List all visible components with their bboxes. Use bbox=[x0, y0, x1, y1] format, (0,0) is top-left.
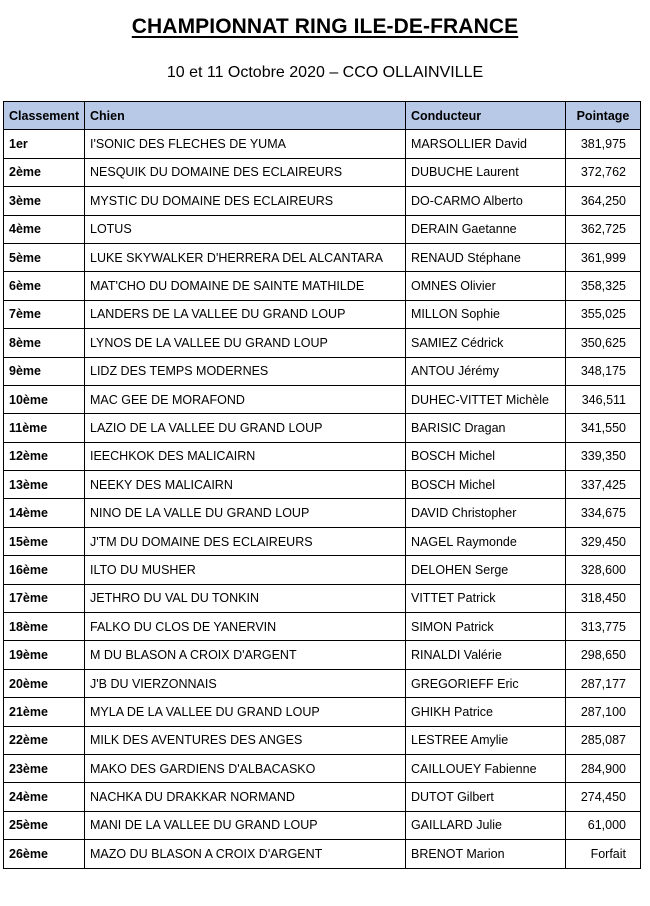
table-row bbox=[4, 272, 641, 300]
page-subtitle: 10 et 11 Octobre 2020 – CCO OLLAINVILLE bbox=[166, 64, 484, 81]
handler-cell: BOSCH Michel bbox=[406, 442, 566, 470]
table-row bbox=[4, 556, 641, 584]
dog-name-cell: NESQUIK DU DOMAINE DES ECLAIREURS bbox=[85, 158, 406, 186]
handler-cell: MARSOLLIER David bbox=[406, 130, 566, 158]
score-cell: 313,775 bbox=[566, 613, 641, 641]
score-cell: 328,600 bbox=[566, 556, 641, 584]
rank-cell: 6ème bbox=[4, 272, 85, 300]
table-row bbox=[4, 698, 641, 726]
rank-cell: 19ème bbox=[4, 641, 85, 669]
rank-cell: 7ème bbox=[4, 300, 85, 328]
score-cell: 318,450 bbox=[566, 584, 641, 612]
rank-cell: 3ème bbox=[4, 187, 85, 215]
handler-cell: DELOHEN Serge bbox=[406, 556, 566, 584]
score-cell: 334,675 bbox=[566, 499, 641, 527]
dog-name-cell: MANI DE LA VALLEE DU GRAND LOUP bbox=[85, 811, 406, 839]
page-title: CHAMPIONNAT RING ILE-DE-FRANCE bbox=[131, 15, 519, 38]
table-row bbox=[4, 329, 641, 357]
handler-cell: RINALDI Valérie bbox=[406, 641, 566, 669]
table-row bbox=[4, 840, 641, 868]
rank-cell: 21ème bbox=[4, 698, 85, 726]
handler-cell: DERAIN Gaetanne bbox=[406, 215, 566, 243]
dog-name-cell: ILTO DU MUSHER bbox=[85, 556, 406, 584]
table-row bbox=[4, 243, 641, 271]
rank-cell: 23ème bbox=[4, 754, 85, 782]
rank-cell: 11ème bbox=[4, 414, 85, 442]
rank-cell: 2ème bbox=[4, 158, 85, 186]
dog-name-cell: MAZO DU BLASON A CROIX D'ARGENT bbox=[85, 840, 406, 868]
column-header-rank: Classement bbox=[4, 102, 85, 130]
score-cell: 381,975 bbox=[566, 130, 641, 158]
table-row bbox=[4, 499, 641, 527]
score-cell: 362,725 bbox=[566, 215, 641, 243]
table-row bbox=[4, 783, 641, 811]
column-header-dog: Chien bbox=[85, 102, 406, 130]
score-cell: 61,000 bbox=[566, 811, 641, 839]
dog-name-cell: LYNOS DE LA VALLEE DU GRAND LOUP bbox=[85, 329, 406, 357]
column-header-handler: Conducteur bbox=[406, 102, 566, 130]
dog-name-cell: JETHRO DU VAL DU TONKIN bbox=[85, 584, 406, 612]
rank-cell: 8ème bbox=[4, 329, 85, 357]
score-cell: 274,450 bbox=[566, 783, 641, 811]
rank-cell: 13ème bbox=[4, 471, 85, 499]
table-row bbox=[4, 613, 641, 641]
table-row bbox=[4, 471, 641, 499]
handler-cell: BOSCH Michel bbox=[406, 471, 566, 499]
rank-cell: 26ème bbox=[4, 840, 85, 868]
rank-cell: 24ème bbox=[4, 783, 85, 811]
dog-name-cell: MILK DES AVENTURES DES ANGES bbox=[85, 726, 406, 754]
handler-cell: GHIKH Patrice bbox=[406, 698, 566, 726]
rank-cell: 1er bbox=[4, 130, 85, 158]
dog-name-cell: J'B DU VIERZONNAIS bbox=[85, 669, 406, 697]
rank-cell: 5ème bbox=[4, 243, 85, 271]
score-cell: 350,625 bbox=[566, 329, 641, 357]
table-row bbox=[4, 130, 641, 158]
dog-name-cell: LUKE SKYWALKER D'HERRERA DEL ALCANTARA bbox=[85, 243, 406, 271]
table-row bbox=[4, 158, 641, 186]
dog-name-cell: M DU BLASON A CROIX D'ARGENT bbox=[85, 641, 406, 669]
handler-cell: MILLON Sophie bbox=[406, 300, 566, 328]
score-cell: 298,650 bbox=[566, 641, 641, 669]
score-cell: 364,250 bbox=[566, 187, 641, 215]
table-row bbox=[4, 527, 641, 555]
handler-cell: GAILLARD Julie bbox=[406, 811, 566, 839]
table-row bbox=[4, 641, 641, 669]
score-cell: 287,177 bbox=[566, 669, 641, 697]
handler-cell: BRENOT Marion bbox=[406, 840, 566, 868]
dog-name-cell: NINO DE LA VALLE DU GRAND LOUP bbox=[85, 499, 406, 527]
table-row bbox=[4, 754, 641, 782]
table-row bbox=[4, 187, 641, 215]
handler-cell: BARISIC Dragan bbox=[406, 414, 566, 442]
handler-cell: SAMIEZ Cédrick bbox=[406, 329, 566, 357]
rank-cell: 12ème bbox=[4, 442, 85, 470]
dog-name-cell: FALKO DU CLOS DE YANERVIN bbox=[85, 613, 406, 641]
handler-cell: OMNES Olivier bbox=[406, 272, 566, 300]
table-row bbox=[4, 215, 641, 243]
table-row bbox=[4, 442, 641, 470]
score-cell: 337,425 bbox=[566, 471, 641, 499]
rank-cell: 9ème bbox=[4, 357, 85, 385]
score-cell: 284,900 bbox=[566, 754, 641, 782]
score-cell: 358,325 bbox=[566, 272, 641, 300]
rank-cell: 10ème bbox=[4, 385, 85, 413]
table-row bbox=[4, 385, 641, 413]
rank-cell: 20ème bbox=[4, 669, 85, 697]
column-header-score: Pointage bbox=[566, 102, 641, 130]
score-cell: 355,025 bbox=[566, 300, 641, 328]
score-cell: 346,511 bbox=[566, 385, 641, 413]
handler-cell: GREGORIEFF Eric bbox=[406, 669, 566, 697]
dog-name-cell: MYLA DE LA VALLEE DU GRAND LOUP bbox=[85, 698, 406, 726]
handler-cell: LESTREE Amylie bbox=[406, 726, 566, 754]
table-row bbox=[4, 414, 641, 442]
handler-cell: DO-CARMO Alberto bbox=[406, 187, 566, 215]
table-row bbox=[4, 726, 641, 754]
handler-cell: NAGEL Raymonde bbox=[406, 527, 566, 555]
table-row bbox=[4, 357, 641, 385]
handler-cell: SIMON Patrick bbox=[406, 613, 566, 641]
results-table bbox=[3, 101, 641, 869]
handler-cell: DUTOT Gilbert bbox=[406, 783, 566, 811]
table-header-row bbox=[4, 102, 641, 130]
table-body bbox=[4, 130, 641, 868]
dog-name-cell: NACHKA DU DRAKKAR NORMAND bbox=[85, 783, 406, 811]
handler-cell: DUHEC-VITTET Michèle bbox=[406, 385, 566, 413]
dog-name-cell: J'TM DU DOMAINE DES ECLAIREURS bbox=[85, 527, 406, 555]
dog-name-cell: I'SONIC DES FLECHES DE YUMA bbox=[85, 130, 406, 158]
rank-cell: 16ème bbox=[4, 556, 85, 584]
table-row bbox=[4, 300, 641, 328]
handler-cell: ANTOU Jérémy bbox=[406, 357, 566, 385]
dog-name-cell: MYSTIC DU DOMAINE DES ECLAIREURS bbox=[85, 187, 406, 215]
dog-name-cell: LOTUS bbox=[85, 215, 406, 243]
rank-cell: 14ème bbox=[4, 499, 85, 527]
score-cell: 341,550 bbox=[566, 414, 641, 442]
table-row bbox=[4, 811, 641, 839]
score-cell: 329,450 bbox=[566, 527, 641, 555]
score-cell: 339,350 bbox=[566, 442, 641, 470]
table-row bbox=[4, 669, 641, 697]
score-cell: 361,999 bbox=[566, 243, 641, 271]
dog-name-cell: MAKO DES GARDIENS D'ALBACASKO bbox=[85, 754, 406, 782]
handler-cell: DUBUCHE Laurent bbox=[406, 158, 566, 186]
dog-name-cell: NEEKY DES MALICAIRN bbox=[85, 471, 406, 499]
score-cell: 287,100 bbox=[566, 698, 641, 726]
rank-cell: 25ème bbox=[4, 811, 85, 839]
handler-cell: VITTET Patrick bbox=[406, 584, 566, 612]
rank-cell: 22ème bbox=[4, 726, 85, 754]
dog-name-cell: LAZIO DE LA VALLEE DU GRAND LOUP bbox=[85, 414, 406, 442]
dog-name-cell: MAC GEE DE MORAFOND bbox=[85, 385, 406, 413]
rank-cell: 4ème bbox=[4, 215, 85, 243]
handler-cell: CAILLOUEY Fabienne bbox=[406, 754, 566, 782]
score-cell: 285,087 bbox=[566, 726, 641, 754]
dog-name-cell: IEECHKOK DES MALICAIRN bbox=[85, 442, 406, 470]
score-cell: 372,762 bbox=[566, 158, 641, 186]
score-cell: Forfait bbox=[566, 840, 641, 868]
score-cell: 348,175 bbox=[566, 357, 641, 385]
rank-cell: 17ème bbox=[4, 584, 85, 612]
rank-cell: 15ème bbox=[4, 527, 85, 555]
table-row bbox=[4, 584, 641, 612]
handler-cell: RENAUD Stéphane bbox=[406, 243, 566, 271]
dog-name-cell: LANDERS DE LA VALLEE DU GRAND LOUP bbox=[85, 300, 406, 328]
handler-cell: DAVID Christopher bbox=[406, 499, 566, 527]
rank-cell: 18ème bbox=[4, 613, 85, 641]
dog-name-cell: MAT'CHO DU DOMAINE DE SAINTE MATHILDE bbox=[85, 272, 406, 300]
dog-name-cell: LIDZ DES TEMPS MODERNES bbox=[85, 357, 406, 385]
